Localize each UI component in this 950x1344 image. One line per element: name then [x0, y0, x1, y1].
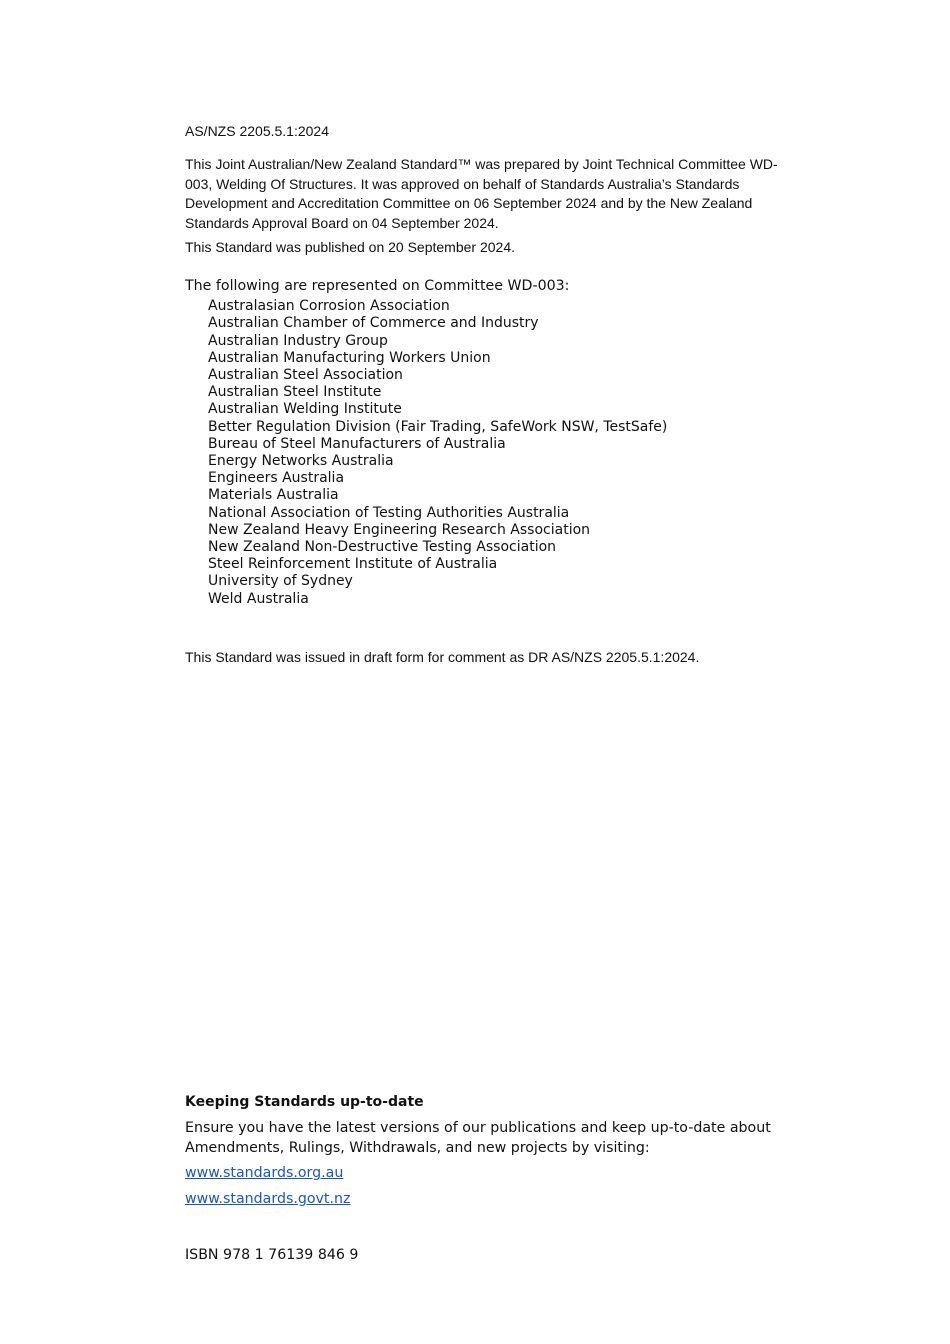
preparation-paragraph: This Joint Australian/New Zealand Standard™ was prepared by Joint Technical Committee WD-003, Welding Of Structures. It was approved on behalf of Standards Australia’s Standards Development and Accreditation Committee on 06 September 2024 and by the New Zealand Standards Approval Board on 04 September 2024. — [185, 156, 778, 231]
keeping-up-to-date-heading: Keeping Standards up-to-date — [185, 1094, 424, 1110]
committee-section — [185, 278, 667, 608]
committee-member: Steel Reinforcement Institute of Australia — [208, 556, 498, 573]
committee-member: University of Sydney — [208, 573, 353, 590]
committee-member: Australian Welding Institute — [208, 401, 402, 418]
committee-member: Australian Steel Institute — [208, 384, 382, 401]
standard-number: AS/NZS 2205.5.1:2024 — [185, 123, 329, 139]
committee-member: Materials Australia — [208, 487, 339, 504]
committee-member: Energy Networks Australia — [208, 453, 394, 470]
committee-member: Australian Steel Association — [208, 367, 403, 384]
standards-nz-link[interactable]: www.standards.govt.nz — [185, 1191, 351, 1207]
committee-member: Australian Industry Group — [208, 332, 388, 349]
committee-member: Better Regulation Division (Fair Trading, SafeWork NSW, TestSafe) — [208, 418, 668, 435]
draft-note: This Standard was issued in draft form for comment as DR AS/NZS 2205.5.1:2024. — [185, 649, 700, 665]
committee-member: National Association of Testing Authorities Australia — [208, 504, 570, 521]
committee-member: Australian Manufacturing Workers Union — [208, 349, 491, 366]
committee-member: Australasian Corrosion Association — [208, 298, 450, 315]
committee-member: Australian Chamber of Commerce and Industry — [208, 315, 539, 332]
published-date-line: This Standard was published on 20 September 2024. — [185, 239, 515, 255]
committee-member: Bureau of Steel Manufacturers of Australia — [208, 435, 506, 452]
isbn: ISBN 978 1 76139 846 9 — [185, 1247, 359, 1263]
keeping-up-to-date-paragraph: Ensure you have the latest versions of our publications and keep up-to-date about Amendments, Rulings, Withdrawals, and new projects by visiting: — [185, 1120, 771, 1156]
committee-member: New Zealand Heavy Engineering Research Association — [208, 521, 591, 538]
committee-intro: The following are represented on Committee WD-003: — [185, 278, 570, 294]
committee-member: Weld Australia — [208, 590, 309, 607]
standards-australia-link[interactable]: www.standards.org.au — [185, 1165, 344, 1181]
committee-member-list — [185, 298, 667, 608]
committee-member: New Zealand Non-Destructive Testing Association — [208, 539, 557, 556]
committee-member: Engineers Australia — [208, 470, 345, 487]
